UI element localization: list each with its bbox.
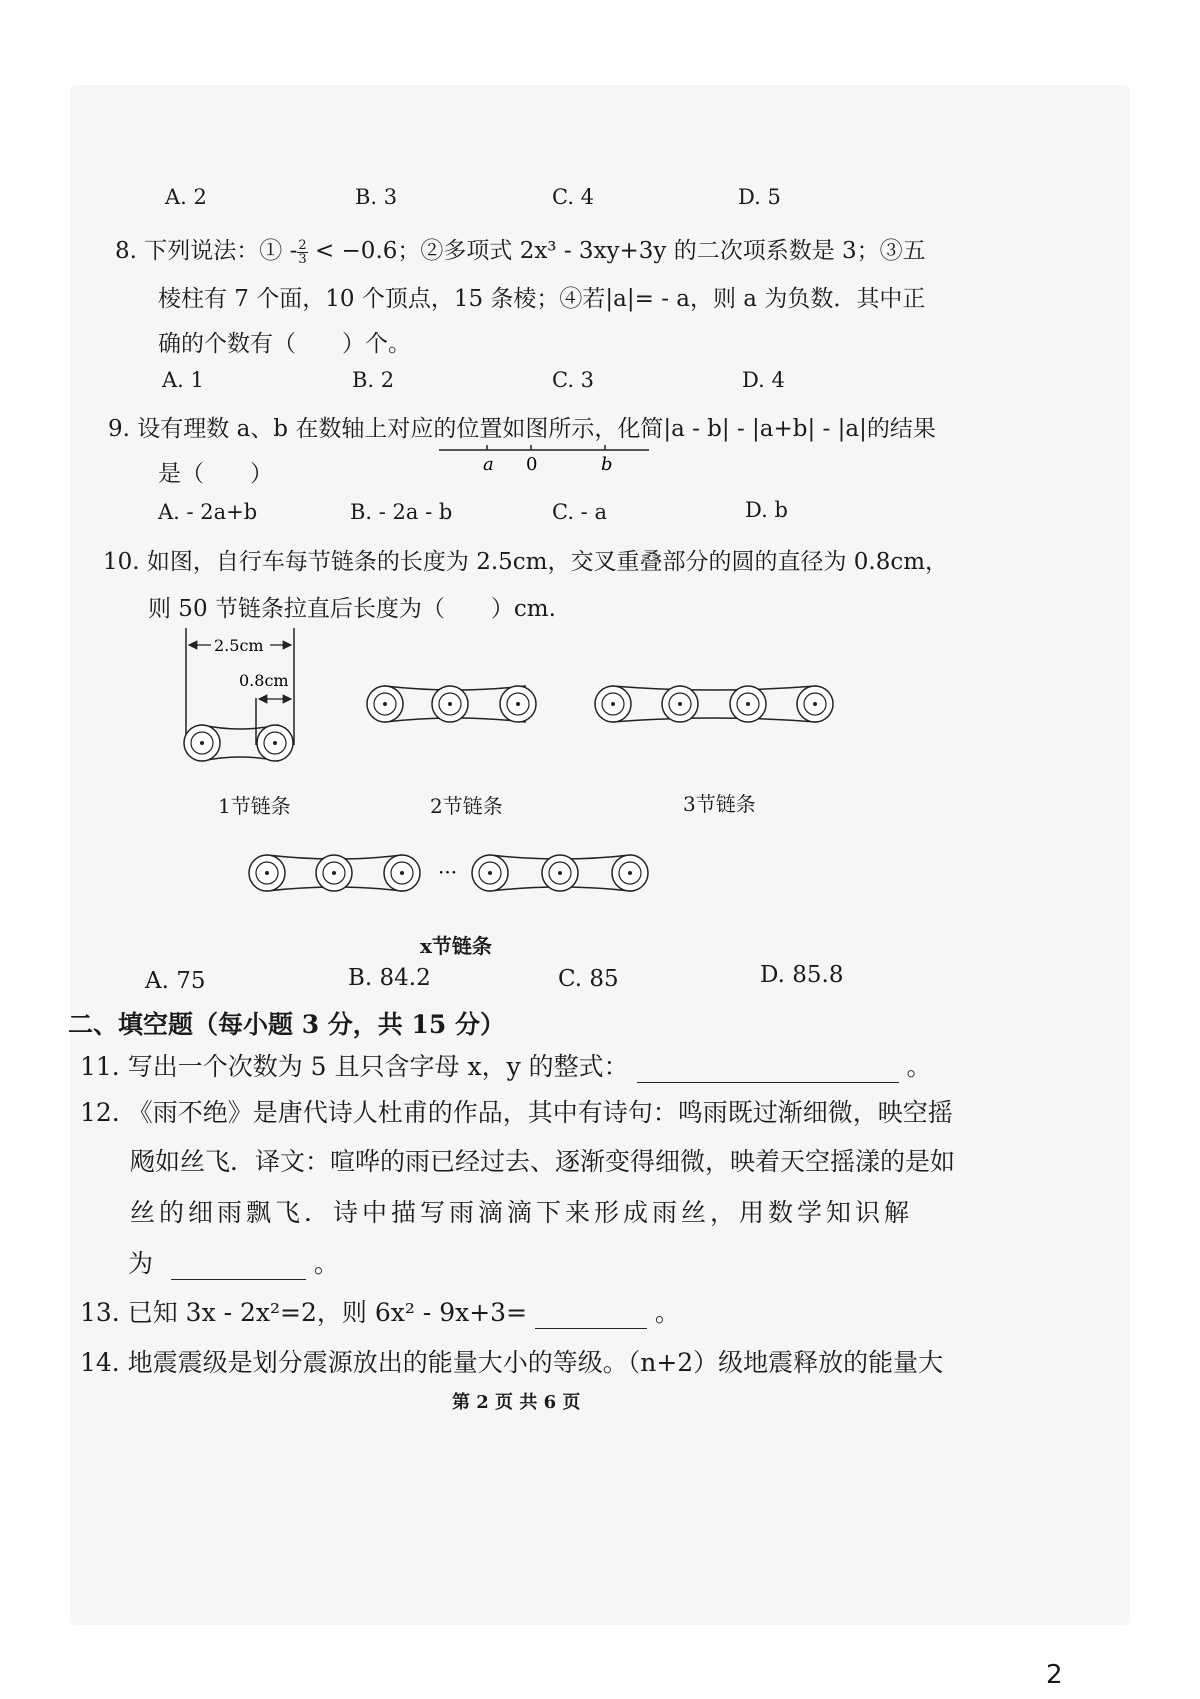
q14-number: 14. [80,1348,120,1377]
q9-option-c: C. - a [552,500,607,524]
q8-line3: 确的个数有（ ）个。 [158,331,411,357]
q10-line2: 则 50 节链条拉直后长度为（ ）cm. [148,596,556,622]
q13-number: 13. [80,1298,120,1327]
caption-x-link: x节链条 [420,934,492,958]
q12-text-1: 《雨不绝》是唐代诗人杜甫的作品，其中有诗句：鸣雨既过渐细微，映空摇 [127,1098,953,1127]
page-number: 2 [1046,1660,1063,1690]
q8-line1-rest: < −0.6；②多项式 2x³ - 3xy+3y 的二次项系数是 3；③五 [314,238,926,264]
axis-label-b: b [601,454,613,475]
q12-line1 [80,1093,953,1129]
q8-intro: 下列说法：① [144,238,283,264]
q10-option-d: D. 85.8 [760,962,844,988]
q11-end: 。 [906,1052,932,1081]
q7-option-b: B. 3 [355,185,398,209]
q11-text: 写出一个次数为 5 且只含字母 x，y 的整式： [127,1052,629,1081]
q9-number: 9. [108,416,130,442]
q12-answer-blank[interactable] [171,1253,306,1280]
caption-3-link: 3节链条 [683,792,756,816]
q9-text: 设有理数 a、b 在数轴上对应的位置如图所示，化简|a - b| - |a+b| - |a|的结果 [137,416,936,442]
q12-line3: 丝的细雨飘飞．诗中描写雨滴滴下来形成雨丝，用数学知识解 [130,1198,914,1227]
dim-length-label: 2.5cm [214,636,264,655]
q10-text: 如图，自行车每节链条的长度为 2.5cm，交叉重叠部分的圆的直径为 0.8cm， [146,549,949,575]
q13 [80,1293,680,1329]
caption-2-link: 2节链条 [430,794,503,818]
q9-option-b: B. - 2a - b [350,500,453,524]
q9-option-a: A. - 2a+b [158,500,258,524]
q8-fraction [297,239,307,266]
chain-ellipsis: ··· [438,860,458,884]
q12-line2: 飏如丝飞．译文：喧哗的雨已经过去、逐渐变得细微，映着天空摇漾的是如 [130,1147,956,1176]
q13-text: 已知 3x - 2x²=2，则 6x² - 9x+3= [127,1298,528,1327]
q9-line2: 是（ ） [158,461,273,487]
chain-figure-x [242,845,662,901]
chain-figure-1 [175,620,315,780]
q8-option-d: D. 4 [742,368,785,392]
q8-line2: 棱柱有 7 个面，10 个顶点，15 条棱；④若|a|= - a，则 a 为负数．其中正 [158,286,926,312]
q10-option-a: A. 75 [145,968,206,994]
q9-number-line [435,440,655,478]
q10-line1 [103,543,948,576]
q8-option-c: C. 3 [552,368,595,392]
q8-frac-denominator: 3 [298,251,307,267]
q8-option-b: B. 2 [352,368,395,392]
q14-text: 地震震级是划分震源放出的能量大小的等级。（n+2）级地震释放的能量大 [127,1348,944,1377]
q11 [80,1047,932,1083]
q7-option-d: D. 5 [738,185,781,209]
q9-option-d: D. b [745,498,788,522]
q7-option-c: C. 4 [552,185,595,209]
q12-end: 。 [313,1249,339,1278]
axis-label-a: a [483,454,494,475]
page-footer: 第 2 页 共 6 页 [452,1392,581,1413]
q8-option-a: A. 1 [162,368,204,392]
caption-1-link: 1节链条 [218,794,291,818]
q13-answer-blank[interactable] [535,1302,647,1329]
axis-label-zero: 0 [526,454,538,475]
q11-answer-blank[interactable] [637,1056,899,1083]
q8-line1: 8. 下列说法：① - $\frac{2}{3}$ < −0.6；②多项式 2x³ - 3xy+3y 的二次项系数是 3；③五 [115,237,926,267]
q11-number: 11. [80,1052,120,1081]
dim-diameter-label: 0.8cm [239,671,289,690]
q10-option-b: B. 84.2 [348,965,431,991]
q10-number: 10. [103,549,140,575]
q8-frac-numerator: 2 [298,237,307,253]
q14 [80,1343,943,1379]
q12-text-4: 为 [128,1249,154,1278]
chain-figure-2 [360,678,550,730]
chain-figure-3 [588,678,843,730]
q10-option-c: C. 85 [558,966,619,992]
q13-end: 。 [654,1298,680,1327]
q12-number: 12. [80,1098,120,1127]
section2-title: 二、填空题（每小题 3 分，共 15 分） [68,1010,506,1039]
q8-number: 8. [115,238,137,264]
q12-line4 [128,1244,339,1280]
q7-option-a: A. 2 [165,185,207,209]
q9-line1 [108,410,936,443]
